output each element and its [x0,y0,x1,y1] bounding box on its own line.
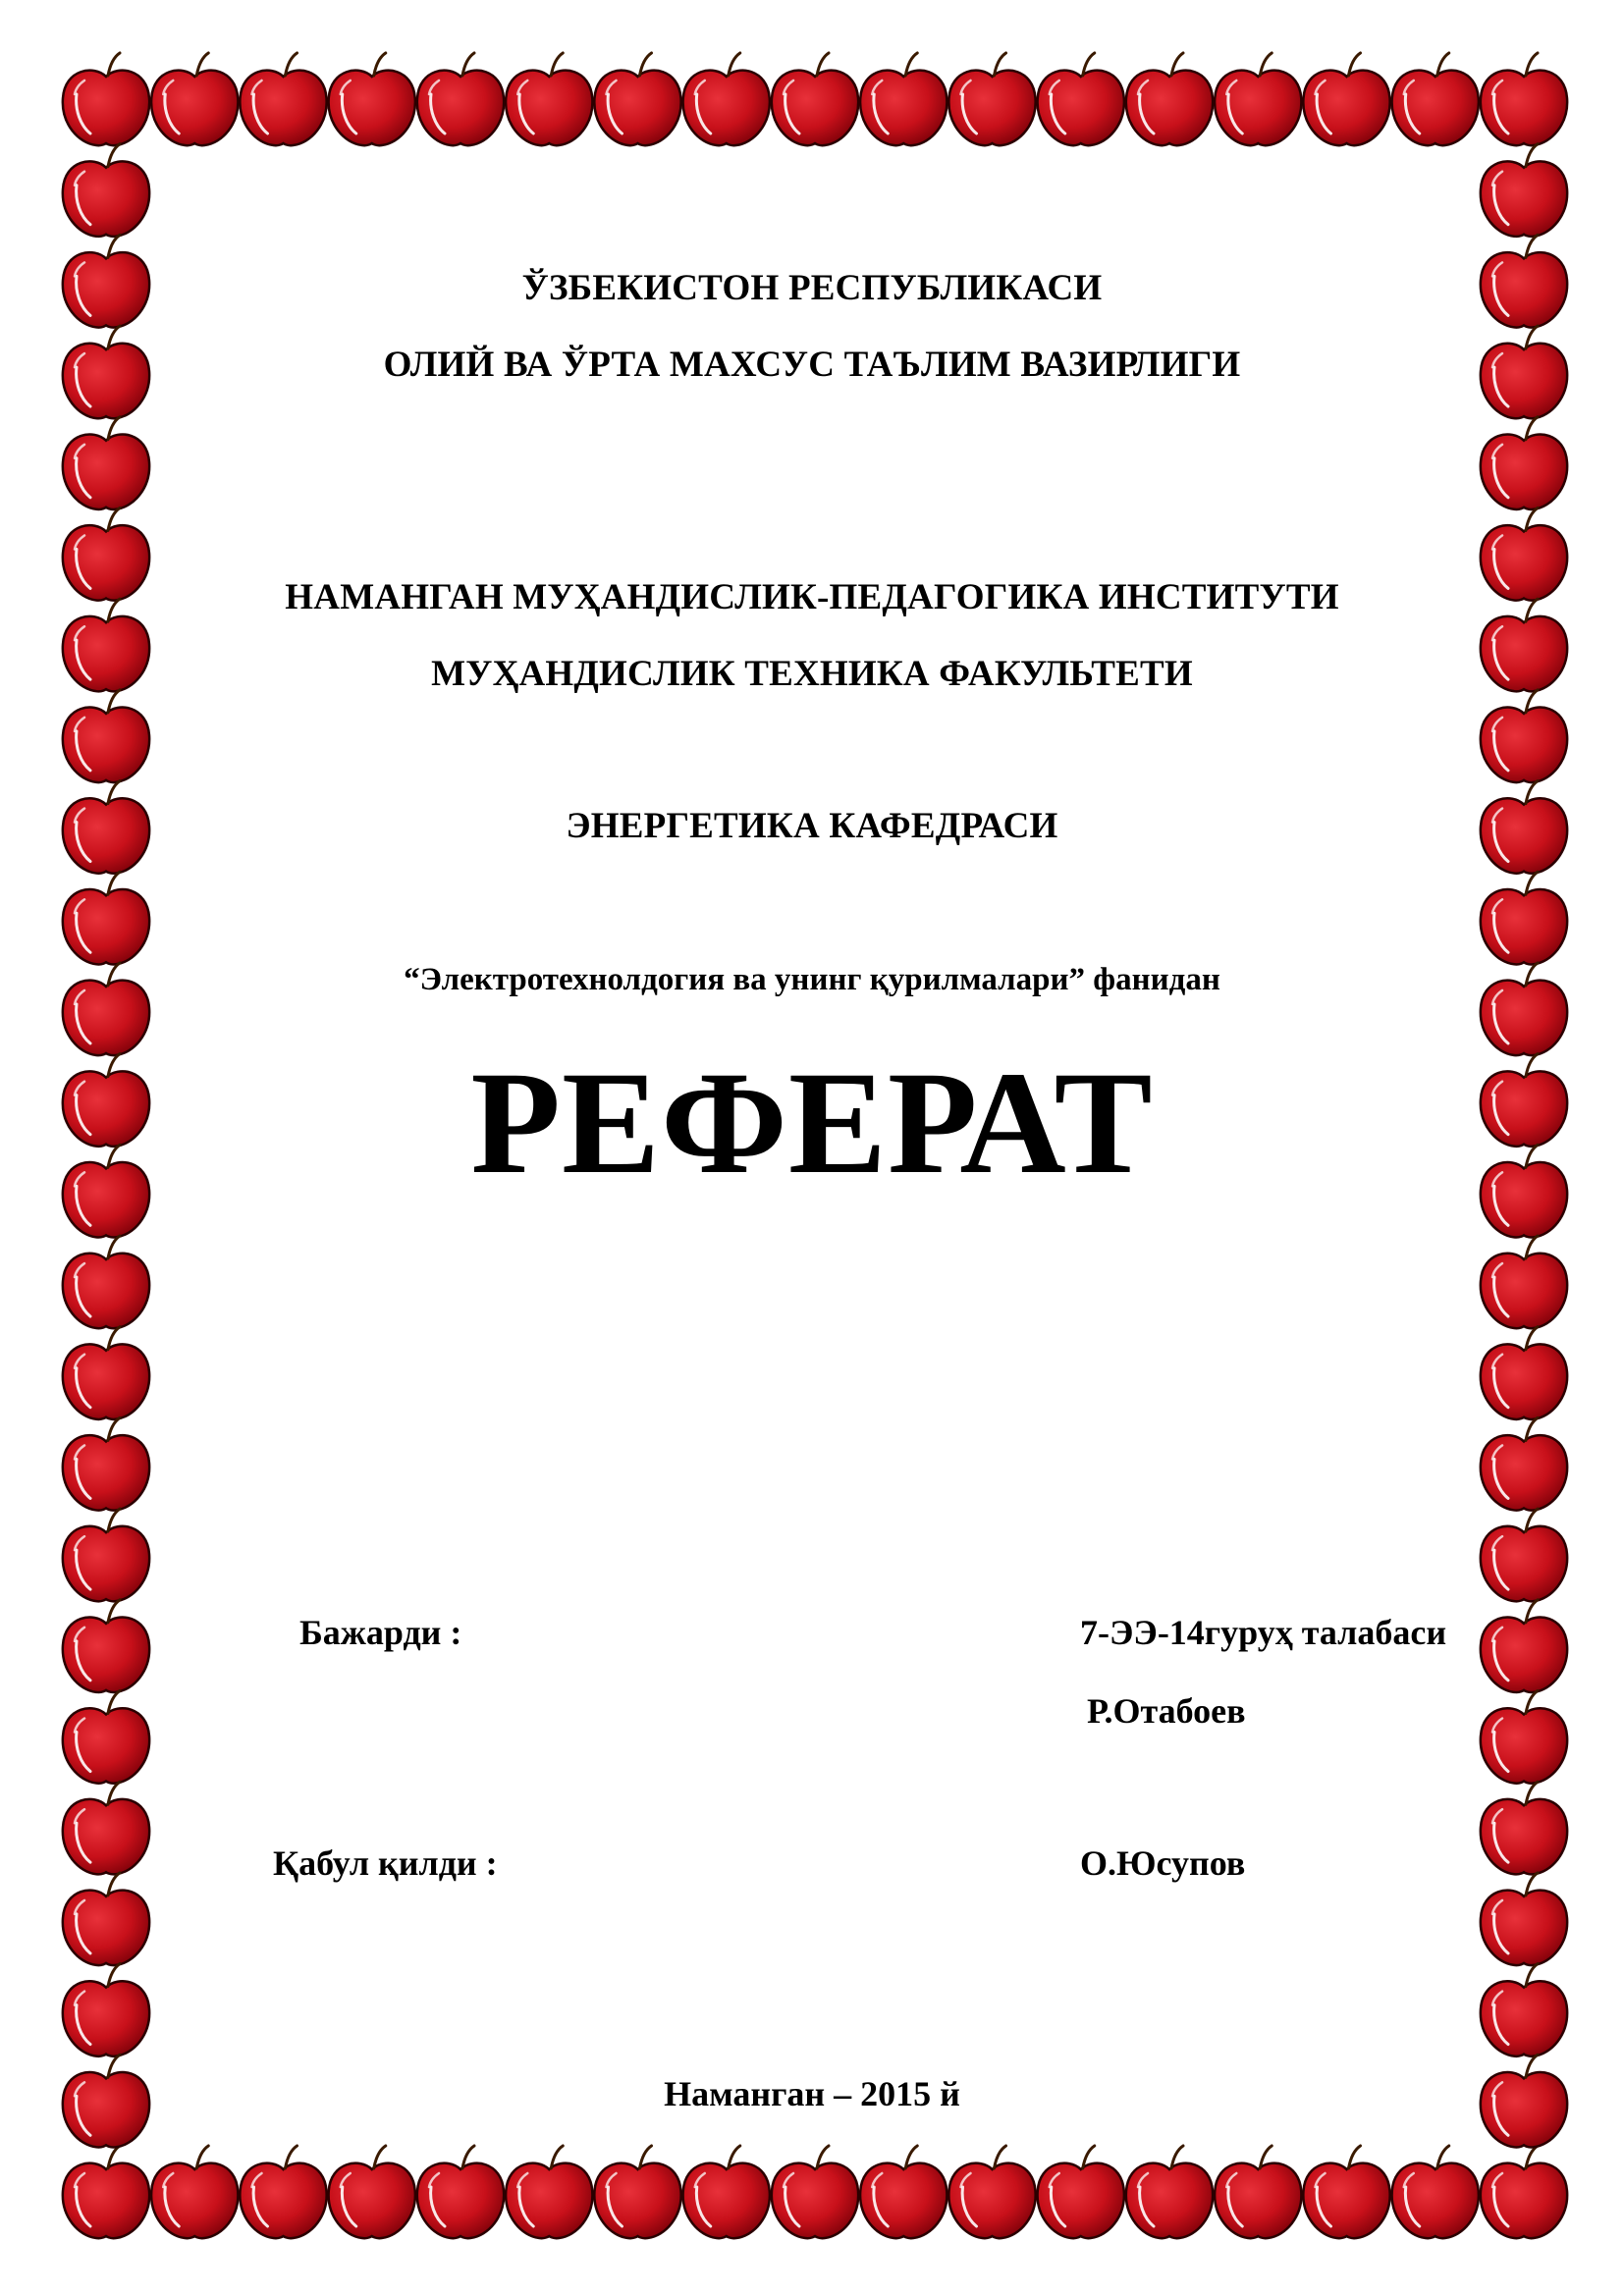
accepted-label: Қабул қилди : [273,1843,498,1883]
apple-icon [1481,690,1567,782]
apple-icon [417,53,504,145]
apple-icon [63,1417,149,1510]
apple-icon [1481,2146,1567,2238]
apple-icon [1481,872,1567,964]
apple-icon [329,2146,415,2238]
apple-icon [1481,1691,1567,1784]
apple-icon [772,53,858,145]
apple-icon [683,53,770,145]
apple-icon [506,53,592,145]
apple-icon [948,2146,1035,2238]
apple-icon [1481,1509,1567,1601]
apple-icon [63,1873,149,1965]
apple-icon [1481,144,1567,237]
apple-icon [1303,53,1389,145]
faculty-heading: МУҲАНДИСЛИК ТЕХНИКА ФАКУЛЬТЕТИ [431,654,1193,694]
apple-icon [594,53,680,145]
apple-icon [63,1782,149,1874]
apple-icon [1481,1600,1567,1692]
apple-icon [1481,1782,1567,1874]
apple-icon [1481,1417,1567,1510]
apple-icon [1392,53,1479,145]
apple-icon [1215,2146,1301,2238]
performed-label: Бажарди : [299,1613,462,1652]
apple-icon [63,144,149,237]
apple-icon [860,2146,947,2238]
department-heading: ЭНЕРГЕТИКА КАФЕДРАСИ [566,806,1058,846]
apple-icon [63,1600,149,1692]
footer-place-year: Наманган – 2015 й [664,2074,960,2113]
apple-icon [240,53,326,145]
apple-icon [1038,2146,1124,2238]
apple-icon [329,53,415,145]
apple-icon [63,1236,149,1328]
apple-icon [1392,2146,1479,2238]
institute-heading: НАМАНГАН МУҲАНДИСЛИК-ПЕДАГОГИКА ИНСТИТУТИ [285,577,1339,617]
apple-icon [63,872,149,964]
apple-icon [772,2146,858,2238]
apple-icon [240,2146,326,2238]
performed-group: 7-ЭЭ-14гуруҳ талабаси [1080,1613,1447,1652]
apple-icon [1303,2146,1389,2238]
apple-icon [594,2146,680,2238]
apple-icon [63,1509,149,1601]
apple-icon [1481,1236,1567,1328]
apple-icon [1481,1873,1567,1965]
apple-icon [948,53,1035,145]
apple-icon [63,690,149,782]
apple-icon [63,1327,149,1419]
apple-icon [683,2146,770,2238]
apple-icon [151,2146,238,2238]
apple-icon [1215,53,1301,145]
subject-line: “Электротехнолдогия ва унинг қурилмалари” фанидан [404,962,1220,997]
apple-icon [1126,53,1213,145]
apple-icon [63,53,149,145]
apple-icon [1038,53,1124,145]
republic-heading: ЎЗБЕКИСТОН РЕСПУБЛИКАСИ [521,268,1103,308]
performed-name: Р.Отабоев [1087,1691,1246,1731]
apple-icon [63,417,149,509]
apple-icon [860,53,947,145]
apple-icon [1481,1964,1567,2056]
apple-icon [63,2146,149,2238]
apple-icon [1481,53,1567,145]
ministry-heading: ОЛИЙ ВА ЎРТА МАХСУС ТАЪЛИМ ВАЗИРЛИГИ [383,345,1241,385]
apple-icon [1481,417,1567,509]
document-title: РЕФЕРАТ [470,1041,1154,1204]
apple-icon [63,1691,149,1784]
apple-icon [506,2146,592,2238]
apple-icon [1481,1327,1567,1419]
apple-icon [1126,2146,1213,2238]
apple-icon [63,1964,149,2056]
apple-icon [417,2146,504,2238]
apple-icon [151,53,238,145]
accepted-name: О.Юсупов [1080,1843,1246,1883]
